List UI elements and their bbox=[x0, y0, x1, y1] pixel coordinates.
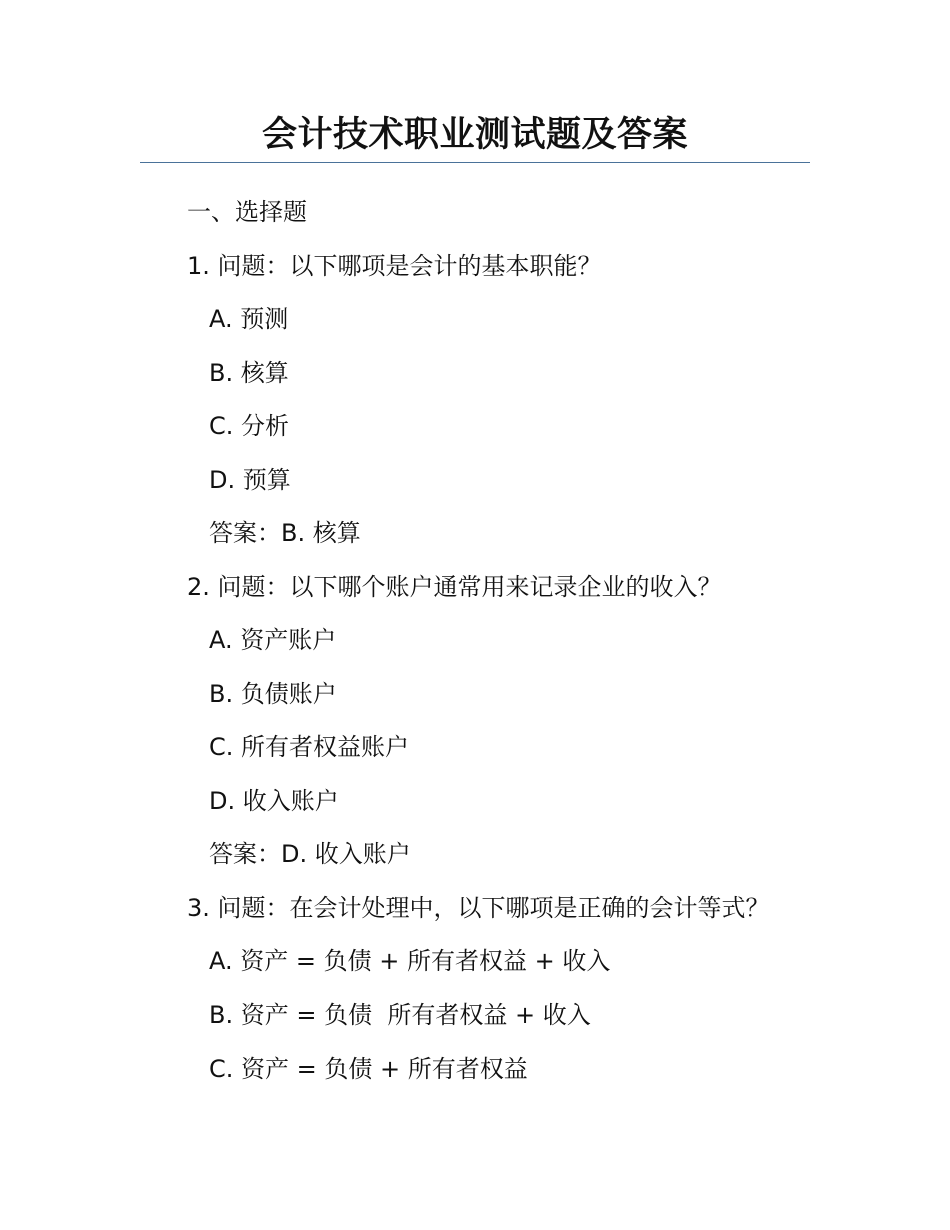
question-2-option-c: C. 所有者权益账户 bbox=[209, 733, 410, 761]
question-3-option-c: C. 资产 = 负债 + 所有者权益 bbox=[209, 1055, 528, 1083]
question-1-option-c: C. 分析 bbox=[209, 412, 290, 440]
question-2-option-b: B. 负债账户 bbox=[209, 680, 337, 708]
question-1-option-a: A. 预测 bbox=[209, 305, 289, 333]
question-3-option-b: B. 资产 = 负债 所有者权益 + 收入 bbox=[209, 1001, 591, 1029]
question-1-option-b: B. 核算 bbox=[209, 359, 289, 387]
question-2-option-a: A. 资产账户 bbox=[209, 626, 337, 654]
question-3-text: 3. 问题：在会计处理中，以下哪项是正确的会计等式？ bbox=[187, 894, 770, 922]
question-3-option-a: A. 资产 = 负债 + 所有者权益 + 收入 bbox=[209, 947, 611, 975]
title-underline bbox=[140, 162, 810, 163]
document-title: 会计技术职业测试题及答案 bbox=[261, 115, 688, 155]
question-1-answer: 答案：B. 核算 bbox=[209, 519, 361, 547]
section-heading: 一、选择题 bbox=[187, 198, 307, 226]
question-2-option-d: D. 收入账户 bbox=[209, 787, 339, 815]
question-2-text: 2. 问题：以下哪个账户通常用来记录企业的收入？ bbox=[187, 573, 722, 601]
question-1-text: 1. 问题：以下哪项是会计的基本职能？ bbox=[187, 252, 602, 280]
question-1-option-d: D. 预算 bbox=[209, 466, 291, 494]
question-2-answer: 答案：D. 收入账户 bbox=[209, 840, 411, 868]
